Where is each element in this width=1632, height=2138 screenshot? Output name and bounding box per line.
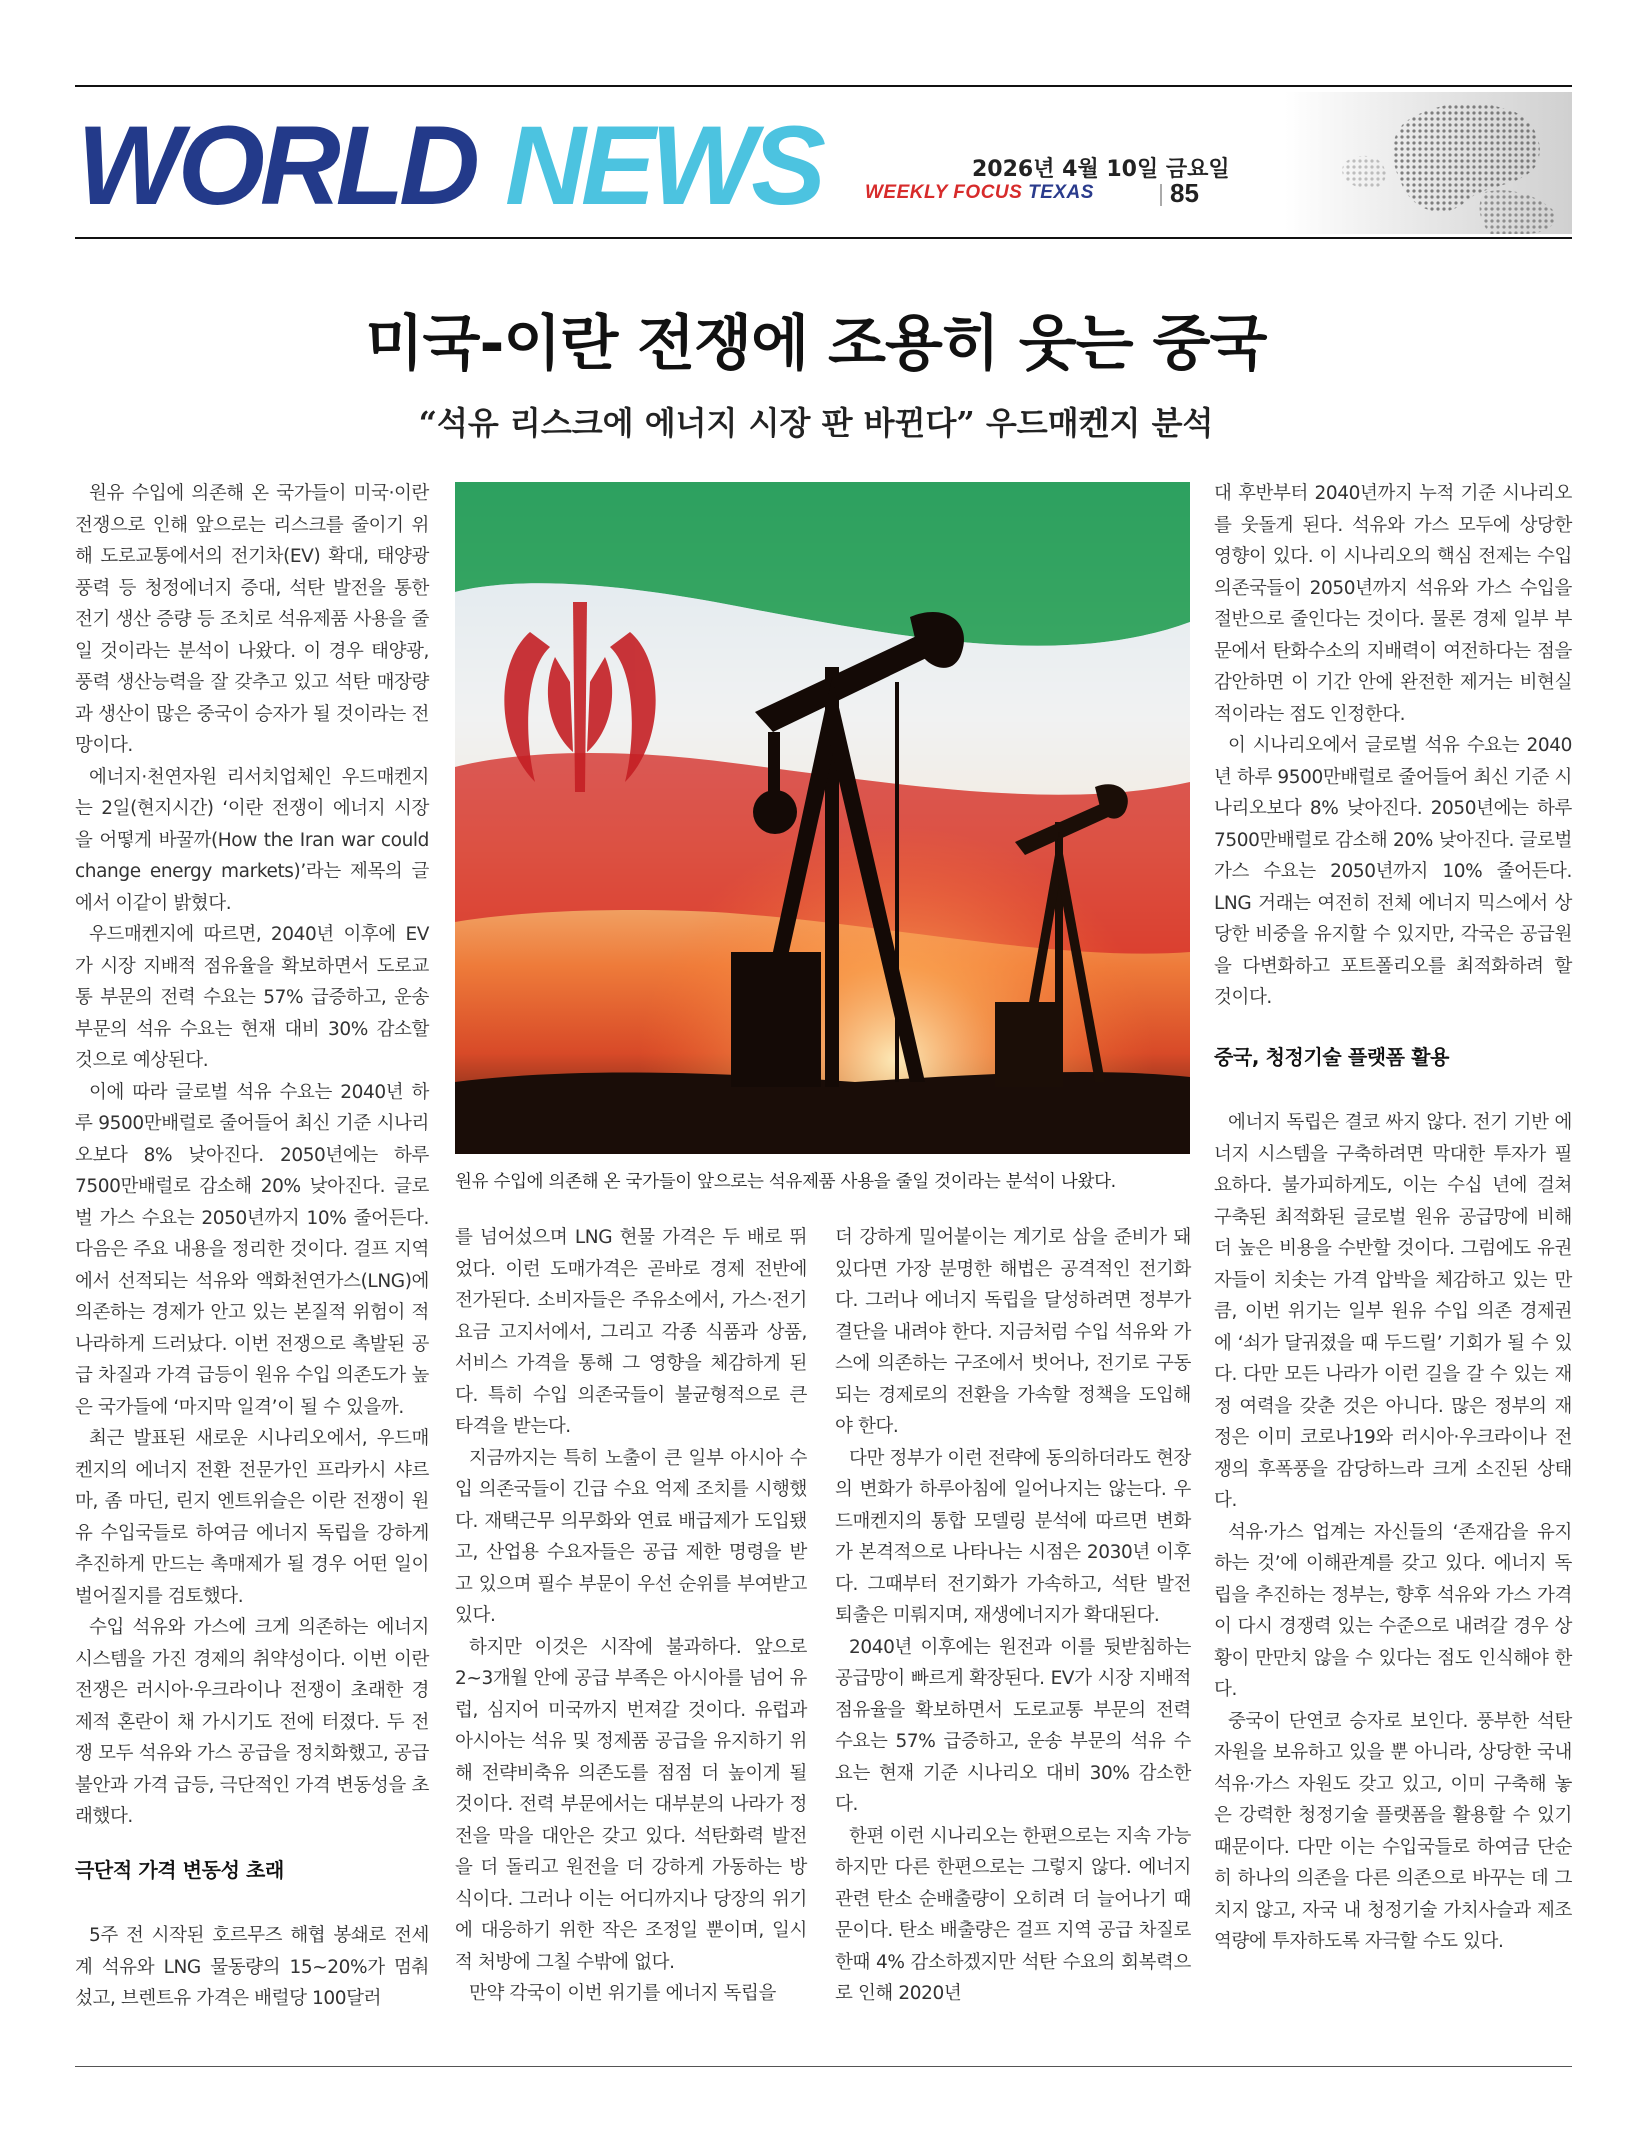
paragraph: 석유·가스 업계는 자신들의 ‘존재감을 유지하는 것’에 이해관계를 갖고 있다. 에너지 독립을 추진하는 정부는, 향후 석유와 가스 가격이 다시 경쟁력 있는 수준으로 내려갈 경우 상황이 만만치 않을 수 있다는 점도 인식해야 한다. <box>1214 1521 1572 1700</box>
bottom-rule <box>75 2066 1572 2067</box>
article-column-1 <box>75 478 429 2015</box>
section-heading: 중국, 청정기술 플랫폼 활용 <box>1214 1044 1450 1069</box>
paragraph: 중국이 단연코 승자로 보인다. 풍부한 석탄 자원을 보유하고 있을 뿐 아니라, 상당한 국내 석유·가스 자원도 갖고 있고, 이미 구축해 놓은 강력한 청정기술 플랫폼을 활용할 수 있기 때문이다. 다만 이는 수입국들로 하여금 단순히 하나의 의존을 다른 의존으로 바꾸는 데 그치지 않고, 자국 내 청정기술 가치사슬과 제조 역량에 투자하도록 자극할 수도 있다. <box>1214 1710 1572 1952</box>
paragraph: 우드매켄지에 따르면, 2040년 이후에 EV가 시장 지배적 점유율을 확보하면서 도로교통 부문의 전력 수요는 57% 급증하고, 운송 부문의 석유 수요는 현재 대비 30% 감소할 것으로 예상된다. <box>75 924 429 1071</box>
masthead <box>75 92 1572 234</box>
paragraph: 한편 이런 시나리오는 한편으로는 지속 가능하지만 다른 한편으로는 그렇지 않다. 에너지 관련 탄소 순배출량이 오히려 더 늘어나기 때문이다. 탄소 배출량은 걸프 지역 공급 차질로 한때 4% 감소하겠지만 석탄 수요의 회복력으로 인해 2020년 <box>835 1825 1191 2004</box>
paragraph: 만약 각국이 이번 위기를 에너지 독립을 <box>469 1983 776 2004</box>
paragraph: 하지만 이것은 시작에 불과하다. 앞으로 2~3개월 안에 공급 부족은 아시아를 넘어 유럽, 심지어 미국까지 번져갈 것이다. 유럽과 아시아는 석유 및 정제품 공급을 유지하기 위해 전략비축유 의존도를 점점 더 높이게 될 것이다. 전력 부문에서는 대부분의 나라가 정전을 막을 대안은 갖고 있다. 석탄화력 발전을 더 돌리고 원전을 더 강하게 가동하는 방식이다. 그러나 이는 어디까지나 당장의 위기에 대응하기 위한 작은 조정일 뿐이며, 일시적 처방에 그칠 수밖에 없다. <box>455 1636 807 1973</box>
paragraph: 원유 수입에 의존해 온 국가들이 미국·이란 전쟁으로 인해 앞으로는 리스크를 줄이기 위해 도로교통에서의 전기차(EV) 확대, 태양광 풍력 등 청정에너지 증대, 석탄 발전을 통한 전기 생산 증량 등 조치로 석유제품 사용을 줄일 것이라는 분석이 나왔다. 이 경우 태양광, 풍력 생산능력을 잘 갖추고 있고 석탄 매장량과 생산이 많은 중국이 승자가 될 것이라는 전망이다. <box>75 483 429 756</box>
issue-date: 2026년 4월 10일 금요일 <box>972 157 1230 182</box>
section-heading: 극단적 가격 변동성 초래 <box>75 1857 284 1882</box>
logo-world: WORLD <box>77 103 476 228</box>
article-column-2 <box>455 1222 807 2010</box>
paragraph: 를 넘어섰으며 LNG 현물 가격은 두 배로 뛰었다. 이런 도매가격은 곧바로 경제 전반에 전가된다. 소비자들은 주유소에서, 가스·전기 요금 고지서에서, 그리고 각종 식품과 상품, 서비스 가격을 통해 그 영향을 체감하게 된다. 특히 수입 의존국들이 불균형적으로 큰 타격을 받는다. <box>455 1227 807 1437</box>
paragraph: 더 강하게 밀어붙이는 계기로 삼을 준비가 돼 있다면 가장 분명한 해법은 공격적인 전기화다. 그러나 에너지 독립을 달성하려면 정부가 결단을 내려야 한다. 지금처럼 수입 석유와 가스에 의존하는 구조에서 벗어나, 전기로 구동되는 경제로의 전환을 가속할 정책을 도입해야 한다. <box>835 1227 1191 1437</box>
article-column-3 <box>835 1222 1191 2010</box>
paragraph: 대 후반부터 2040년까지 누적 기준 시나리오를 웃돌게 된다. 석유와 가스 모두에 상당한 영향이 있다. 이 시나리오의 핵심 전제는 수입 의존국들이 2050년까지 석유와 가스 수입을 절반으로 줄인다는 것이다. 물론 경제 일부 부문에서 탄화수소의 지배력이 여전하다는 점을 감안하면 이 기간 안에 완전한 제거는 비현실적이라는 점도 인정한다. <box>1214 483 1572 725</box>
publication-name-a: WEEKLY FOCUS <box>865 182 1029 203</box>
paragraph: 5주 전 시작된 호르무즈 해협 봉쇄로 전세계 석유와 LNG 물동량의 15~20%가 멈춰 섰고, 브렌트유 가격은 배럴당 100달러 <box>75 1925 429 2009</box>
oil-pump-iran-flag-image <box>455 482 1190 1154</box>
logo-news: NEWS <box>505 103 821 228</box>
article-headline: 미국-이란 전쟁에 조용히 웃는 중국 <box>365 309 1267 379</box>
publication-name <box>865 182 1094 204</box>
paragraph: 이 시나리오에서 글로벌 석유 수요는 2040년 하루 9500만배럴로 줄어들어 최신 기준 시나리오보다 8% 낮아진다. 2050년에는 하루 7500만배럴로 감소해 20% 낮아진다. 글로벌 가스 수요는 2050년까지 10% 줄어든다. LNG 거래는 여전히 전체 에너지 믹스에서 상당한 비중을 유지할 수 있지만, 각국은 공급원을 다변화하고 포트폴리오를 최적화하려 할 것이다. <box>1214 735 1572 1008</box>
article-photo <box>455 482 1190 1154</box>
paragraph: 이에 따라 글로벌 석유 수요는 2040년 하루 9500만배럴로 줄어들어 최신 기준 시나리오보다 8% 낮아진다. 2050년에는 하루 7500만배럴로 감소해 20% 낮아진다. 글로벌 가스 수요는 2050년까지 10% 줄어든다. 다음은 주요 내용을 정리한 것이다. 걸프 지역에서 선적되는 석유와 액화천연가스(LNG)에 의존하는 경제가 안고 있는 본질적 위험이 적나라하게 드러났다. 이번 전쟁으로 촉발된 공급 차질과 가격 급등이 원유 수입 의존도가 높은 국가들에 ‘마지막 일격’이 될 수 있을까. <box>75 1081 429 1418</box>
masthead-rule <box>75 237 1572 239</box>
page-number: 85 <box>1170 178 1199 208</box>
top-rule <box>75 85 1572 87</box>
photo-caption: 원유 수입에 의존해 온 국가들이 앞으로는 석유제품 사용을 줄일 것이라는 분석이 나왔다. <box>455 1172 1116 1192</box>
globe-dots-graphic <box>1285 92 1572 234</box>
article-column-4 <box>1214 478 1572 1958</box>
paragraph: 에너지·천연자원 리서치업체인 우드매켄지는 2일(현지시간) ‘이란 전쟁이 에너지 시장을 어떻게 바꿀까(How the Iran war could change energy markets)’라는 제목의 글에서 이같이 밝혔다. <box>75 766 429 914</box>
paragraph: 2040년 이후에는 원전과 이를 뒷받침하는 공급망이 빠르게 확장된다. EV가 시장 지배적 점유율을 확보하면서 도로교통 부문의 전력 수요는 57% 급증하고, 운송 부문의 석유 수요는 현재 기준 시나리오 대비 30% 감소한다. <box>835 1636 1191 1815</box>
paragraph: 에너지 독립은 결코 싸지 않다. 전기 기반 에너지 시스템을 구축하려면 막대한 투자가 필요하다. 불가피하게도, 이는 수십 년에 걸쳐 구축된 최적화된 글로벌 원유 공급망에 비해 더 높은 비용을 수반할 것이다. 그럼에도 유권자들이 치솟는 가격 압박을 체감하고 있는 만큼, 이번 위기는 일부 원유 수입 의존 경제권에 ‘쇠가 달궈졌을 때 두드릴’ 기회가 될 수 있다. 다만 모든 나라가 이런 길을 갈 수 있는 재정 여력을 갖춘 것은 아니다. 많은 정부의 재정은 이미 코로나19와 러시아·우크라이나 전쟁의 후폭풍을 감당하느라 크게 소진된 상태다. <box>1214 1112 1572 1511</box>
paragraph: 지금까지는 특히 노출이 큰 일부 아시아 수입 의존국들이 긴급 수요 억제 조치를 시행했다. 재택근무 의무화와 연료 배급제가 도입됐고, 산업용 수요자들은 공급 제한 명령을 받고 있으며 필수 부문이 우선 순위를 부여받고 있다. <box>455 1447 807 1626</box>
paragraph: 최근 발표된 새로운 시나리오에서, 우드매켄지의 에너지 전환 전문가인 프라카시 샤르마, 좀 마딘, 린지 엔트위슬은 이란 전쟁이 원유 수입국들로 하여금 에너지 독립을 강하게 추진하게 만드는 촉매제가 될 경우 어떤 일이 벌어질지를 검토했다. <box>75 1428 429 1607</box>
publication-name-b: TEXAS <box>1028 182 1094 203</box>
masthead-separator <box>1160 184 1162 206</box>
paragraph: 다만 정부가 이런 전략에 동의하더라도 현장의 변화가 하루아침에 일어나지는 않는다. 우드매켄지의 통합 모델링 분석에 따르면 변화가 본격적으로 나타나는 시점은 2030년 이후다. 그때부터 전기화가 가속하고, 석탄 발전 퇴출은 미뤄지며, 재생에너지가 확대된다. <box>835 1447 1191 1626</box>
article-subheadline: “석유 리스크에 에너지 시장 판 바뀐다” 우드매켄지 분석 <box>418 404 1214 442</box>
paragraph: 수입 석유와 가스에 크게 의존하는 에너지 시스템을 가진 경제의 취약성이다. 이번 이란 전쟁은 러시아·우크라이나 전쟁이 초래한 경제적 혼란이 채 가시기도 전에 터졌다. 두 전쟁 모두 석유와 가스 공급을 정치화했고, 공급 불안과 가격 급등, 극단적인 가격 변동성을 초래했다. <box>75 1617 429 1827</box>
